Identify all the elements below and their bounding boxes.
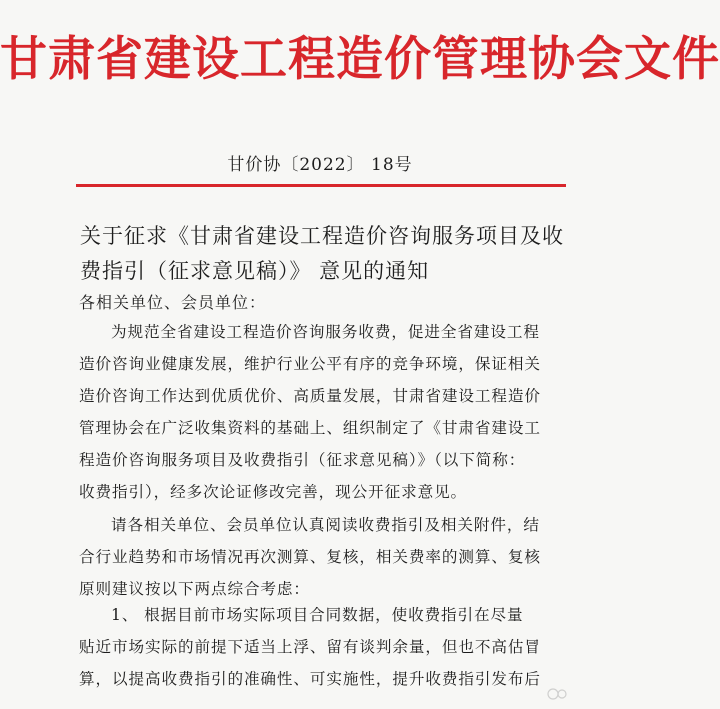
paragraph-line: 原则建议按以下两点综合考虑： [79,580,310,598]
paragraph-line: 贴近市场实际的前提下适当上浮、留有谈判余量，但也不高估冒 [79,638,541,656]
masthead-title: 甘肃省建设工程造价管理协会文件 [0,32,720,87]
watermark-icon [546,687,600,701]
paragraph-line: 管理协会在广泛收集资料的基础上、组织制定了《甘肃省建设工 [79,419,541,437]
salutation: 各相关单位、会员单位： [79,293,267,312]
paragraph-1 [79,316,561,508]
paragraph-line: 造价咨询业健康发展，维护行业公平有序的竞争环境，保证相关 [79,355,541,373]
paragraph-line: 收费指引），经多次论证修改完善，现公开征求意见。 [79,483,468,501]
document-number: 甘价协〔2022〕 18号 [227,155,413,175]
notice-title-line-2: 费指引（征求意见稿）》 意见的通知 [80,259,430,283]
notice-title [80,219,570,289]
paragraph-line: 算，以提高收费指引的准确性、可实施性，提升收费指引发布后 [79,670,541,688]
paragraph-line: 为规范全省建设工程造价咨询服务收费，促进全省建设工程 [111,323,540,341]
paragraph-line: 1、 根据目前市场实际项目合同数据，使收费指引在尽量 [111,606,524,624]
red-divider-line [76,184,566,187]
paragraph-line: 程造价咨询服务项目及收费指引（征求意见稿）》（以下简称： [79,451,526,469]
paragraph-line: 造价咨询工作达到优质优价、高质量发展，甘肃省建设工程造价 [79,387,541,405]
paragraph-line: 请各相关单位、会员单位认真阅读收费指引及相关附件，结 [111,516,540,534]
paragraph-2 [79,509,561,605]
paragraph-3 [79,599,561,695]
notice-title-line-1: 关于征求《甘肃省建设工程造价咨询服务项目及收 [80,224,564,248]
paragraph-line: 合行业趋势和市场情况再次测算、复核，相关费率的测算、复核 [79,548,541,566]
